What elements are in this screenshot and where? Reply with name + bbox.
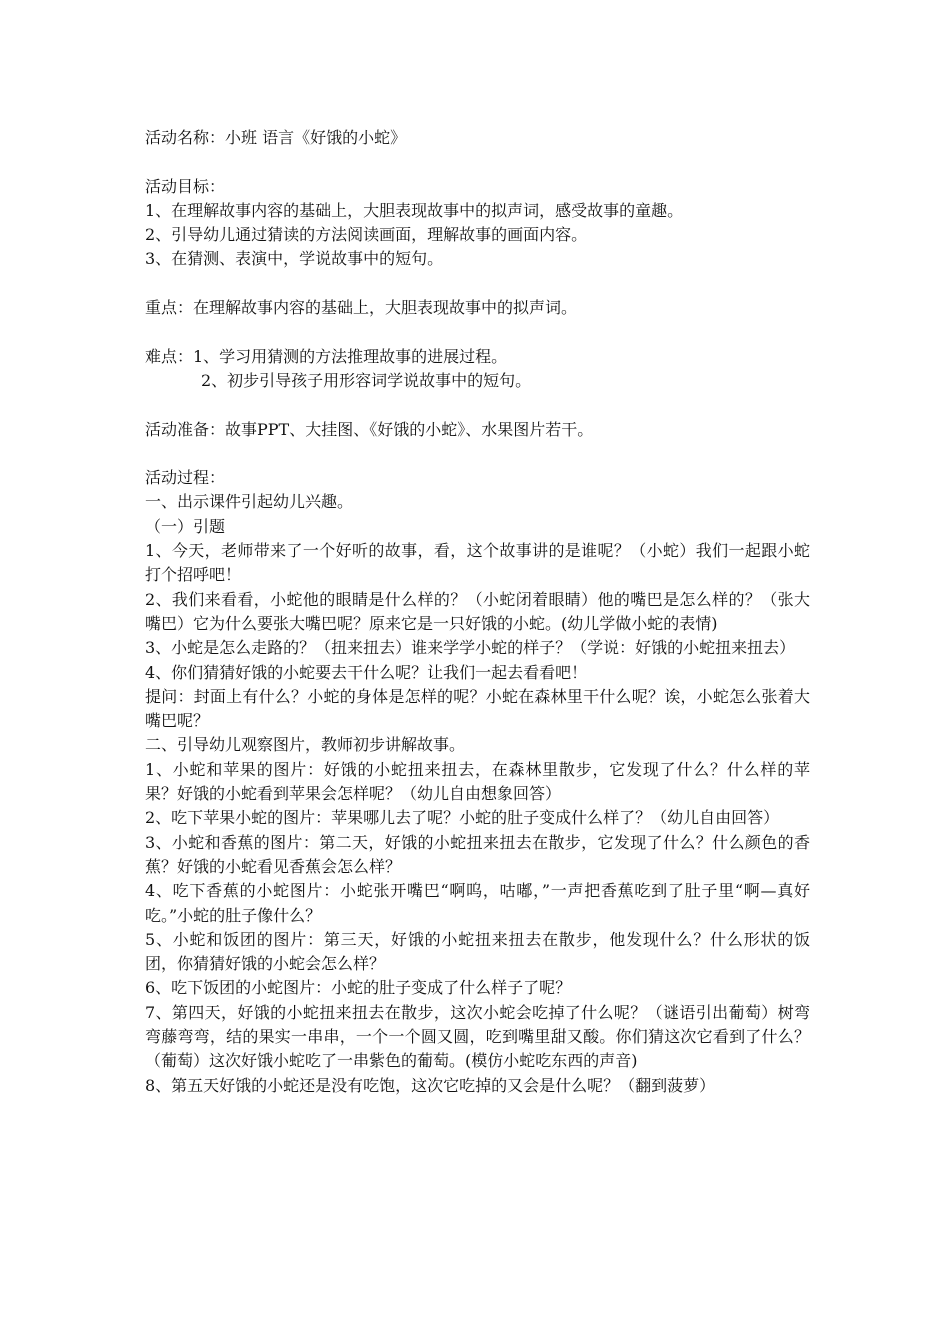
goal-item: 2、引导幼儿通过猜读的方法阅读画面，理解故事的画面内容。 — [145, 225, 588, 245]
process-item: 4、吃下香蕉的小蛇图片：小蛇张开嘴巴“啊呜，咕嘟，”一声把香蕉吃到了肚子里“啊—真好吃。”小蛇的肚子像什么？ — [145, 881, 810, 925]
process-item: 8、第五天好饿的小蛇还是没有吃饱，这次它吃掉的又会是什么呢？（翻到菠萝） — [145, 1075, 716, 1095]
process-item: 1、今天，老师带来了一个好听的故事，看，这个故事讲的是谁呢？（小蛇）我们一起跟小蛇打个招呼吧！ — [145, 541, 810, 585]
blank-line — [145, 442, 810, 466]
difficulty-first: 难点：1、学习用猜测的方法推理故事的进展过程。 — [145, 346, 508, 366]
process-question: 提问：封面上有什么？小蛇的身体是怎样的呢？小蛇在森林里干什么呢？诶，小蛇怎么张着大嘴巴呢？ — [145, 686, 810, 731]
blank-line — [145, 150, 810, 174]
goal-item: 1、在理解故事内容的基础上，大胆表现故事中的拟声词，感受故事的童趣。 — [145, 200, 684, 220]
blank-line — [145, 393, 810, 417]
goal-item: 3、在猜测、表演中，学说故事中的短句。 — [145, 249, 444, 269]
process-item: 3、小蛇和香蕉的图片：第二天，好饿的小蛇扭来扭去在散步，它发现了什么？什么颜色的香蕉？好饿的小蛇看见香蕉会怎么样？ — [145, 832, 810, 876]
process-section-1: 一、出示课件引起幼儿兴趣。 — [145, 492, 354, 512]
activity-name: 活动名称：小班 语言《好饿的小蛇》 — [145, 128, 407, 147]
document-body — [145, 126, 810, 1098]
difficulty-second: 2、初步引导孩子用形容词学说故事中的短句。 — [201, 370, 532, 390]
process-item: 2、我们来看看，小蛇他的眼睛是什么样的？（小蛇闭着眼睛）他的嘴巴是怎么样的？（张大嘴巴）它为什么要张大嘴巴呢？原来它是一只好饿的小蛇。(幼儿学做小蛇的表情) — [145, 589, 810, 633]
process-subsection-1: （一）引题 — [145, 516, 226, 536]
process-item: 7、第四天，好饿的小蛇扭来扭去在散步，这次小蛇会吃掉了什么呢？（谜语引出葡萄）树弯弯藤弯弯，结的果实一串串，一个一个圆又圆，吃到嘴里甜又酸。你们猜这次它看到了什么？（葡萄）这次好饿小蛇吃了一串紫色的葡萄。(模仿小蛇吃东西的声音) — [145, 1002, 810, 1071]
process-section-2: 二、引导幼儿观察图片，教师初步讲解故事。 — [145, 735, 466, 755]
process-item: 6、吃下饭团的小蛇图片：小蛇的肚子变成了什么样子了呢？ — [145, 978, 572, 998]
process-heading: 活动过程： — [145, 468, 226, 488]
process-item: 4、你们猜猜好饿的小蛇要去干什么呢？让我们一起去看看吧！ — [145, 662, 588, 682]
process-item: 5、小蛇和饭团的图片：第三天，好饿的小蛇扭来扭去在散步，他发现什么？什么形状的饭团，你猜猜好饿的小蛇会怎么样？ — [145, 929, 810, 974]
blank-line — [145, 320, 810, 344]
process-item: 3、小蛇是怎么走路的？（扭来扭去）谁来学学小蛇的样子？（学说：好饿的小蛇扭来扭去） — [145, 638, 796, 658]
goals-heading: 活动目标： — [145, 176, 226, 196]
process-item: 2、吃下苹果小蛇的图片：苹果哪儿去了呢？小蛇的肚子变成什么样了？（幼儿自由回答） — [145, 808, 780, 828]
preparation: 活动准备：故事PPT、大挂图、《好饿的小蛇》、水果图片若干。 — [145, 419, 594, 439]
process-item: 1、小蛇和苹果的图片：好饿的小蛇扭来扭去，在森林里散步，它发现了什么？什么样的苹果？好饿的小蛇看到苹果会怎样呢？（幼儿自由想象回答） — [145, 759, 810, 804]
key-point: 重点：在理解故事内容的基础上，大胆表现故事中的拟声词。 — [145, 298, 578, 318]
blank-line — [145, 272, 810, 296]
